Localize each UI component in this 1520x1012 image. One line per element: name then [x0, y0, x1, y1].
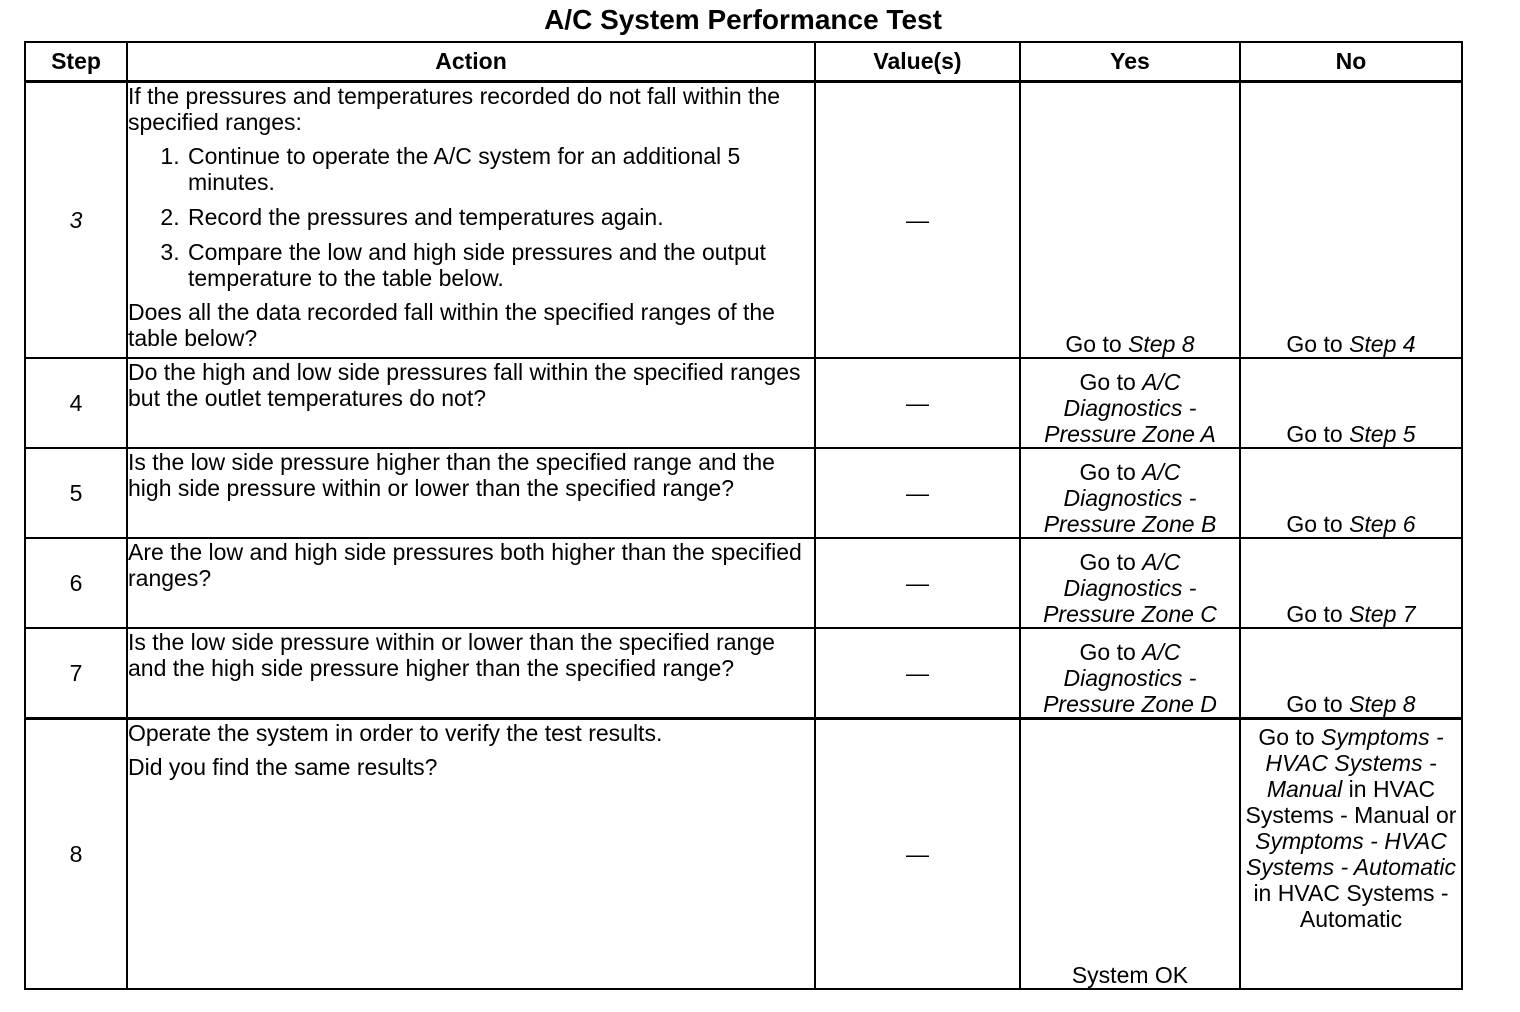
no-link[interactable]: Step 6 — [1349, 511, 1416, 537]
action-list-item: 2. Record the pressures and temperatures again. — [186, 204, 814, 230]
step-number: 5 — [25, 448, 127, 538]
action-cell: Are the low and high side pressures both higher than the specified ranges? — [127, 538, 815, 628]
table-row-step-6 — [25, 538, 1462, 628]
no-prefix: Go to — [1286, 690, 1350, 717]
no-cell — [1240, 81, 1462, 358]
yes-cell — [1020, 81, 1240, 358]
performance-test-table — [24, 41, 1463, 990]
action-list-item: 1. Continue to operate the A/C system for an additional 5 minutes. — [186, 143, 814, 195]
yes-cell — [1020, 628, 1240, 718]
no-prefix: Go to — [1286, 331, 1350, 357]
action-cell — [127, 81, 815, 358]
header-values: Value(s) — [815, 42, 1020, 81]
no-link-manual[interactable]: Symptoms - HVAC Systems - Manual — [1265, 723, 1444, 802]
action-intro: If the pressures and temperatures recorded do not fall within the specified ranges: — [128, 82, 781, 135]
step-number: 8 — [25, 718, 127, 989]
table-row-step-4 — [25, 358, 1462, 448]
header-yes: Yes — [1020, 42, 1240, 81]
yes-link[interactable]: A/C Diagnostics - Pressure Zone D — [1043, 638, 1217, 717]
no-cell — [1240, 358, 1462, 448]
step-number: 7 — [25, 628, 127, 718]
page-title: A/C System Performance Test — [544, 4, 942, 35]
header-no: No — [1240, 42, 1462, 81]
yes-cell — [1020, 448, 1240, 538]
no-link[interactable]: Step 8 — [1349, 690, 1416, 717]
no-prefix: Go to — [1286, 511, 1350, 537]
value-cell: — — [815, 718, 1020, 989]
header-row — [25, 42, 1462, 81]
yes-link[interactable]: A/C Diagnostics - Pressure Zone C — [1043, 549, 1217, 627]
table-row-step-5 — [25, 448, 1462, 538]
action-line: Operate the system in order to verify the test results. — [128, 719, 663, 746]
yes-prefix: Go to — [1079, 459, 1143, 485]
yes-link[interactable]: Step 8 — [1128, 331, 1195, 357]
value-cell: — — [815, 538, 1020, 628]
yes-link[interactable]: A/C Diagnostics - Pressure Zone A — [1044, 369, 1216, 447]
yes-cell — [1020, 538, 1240, 628]
value-cell: — — [815, 448, 1020, 538]
action-cell: Is the low side pressure higher than the specified range and the high side pressure within or lower than the specified range? — [127, 448, 815, 538]
no-prefix: Go to — [1258, 723, 1321, 750]
yes-prefix: Go to — [1079, 638, 1143, 665]
action-list — [128, 143, 814, 291]
action-question: Does all the data recorded fall within the specified ranges of the table below? — [128, 298, 775, 351]
no-cell — [1240, 538, 1462, 628]
no-text: in HVAC Systems - Automatic — [1253, 879, 1449, 932]
step-number: 6 — [25, 538, 127, 628]
action-cell — [127, 718, 815, 989]
no-cell — [1240, 718, 1462, 989]
action-list-item: 3. Compare the low and high side pressures and the output temperature to the table below. — [186, 239, 814, 291]
no-link[interactable]: Step 5 — [1349, 421, 1416, 447]
table-row-step-7 — [25, 628, 1462, 718]
value-cell: — — [815, 358, 1020, 448]
step-number: 4 — [25, 358, 127, 448]
yes-prefix: Go to — [1065, 331, 1129, 357]
value-cell: — — [815, 81, 1020, 358]
action-cell: Do the high and low side pressures fall within the specified ranges but the outlet temperatures do not? — [127, 358, 815, 448]
header-step: Step — [25, 42, 127, 81]
yes-cell — [1020, 358, 1240, 448]
action-question: Did you find the same results? — [128, 753, 438, 780]
step-number: 3 — [25, 81, 127, 358]
table-row-step-8 — [25, 718, 1462, 989]
no-prefix: Go to — [1286, 421, 1350, 447]
yes-link[interactable]: A/C Diagnostics - Pressure Zone B — [1043, 459, 1217, 537]
no-text: in HVAC Systems - Manual or — [1245, 775, 1457, 828]
header-action: Action — [127, 42, 815, 81]
no-cell — [1240, 448, 1462, 538]
no-link[interactable]: Step 7 — [1349, 601, 1416, 627]
value-cell: — — [815, 628, 1020, 718]
table-row-step-3 — [25, 81, 1462, 358]
yes-prefix: Go to — [1079, 369, 1143, 395]
yes-cell: System OK — [1020, 718, 1240, 989]
no-link[interactable]: Step 4 — [1349, 331, 1416, 357]
action-cell: Is the low side pressure within or lower than the specified range and the high side pressure higher than the specified range? — [127, 628, 815, 718]
no-link-automatic[interactable]: Symptoms - HVAC Systems - Automatic — [1245, 827, 1457, 880]
no-cell — [1240, 628, 1462, 718]
no-prefix: Go to — [1286, 601, 1350, 627]
yes-prefix: Go to — [1079, 549, 1143, 575]
